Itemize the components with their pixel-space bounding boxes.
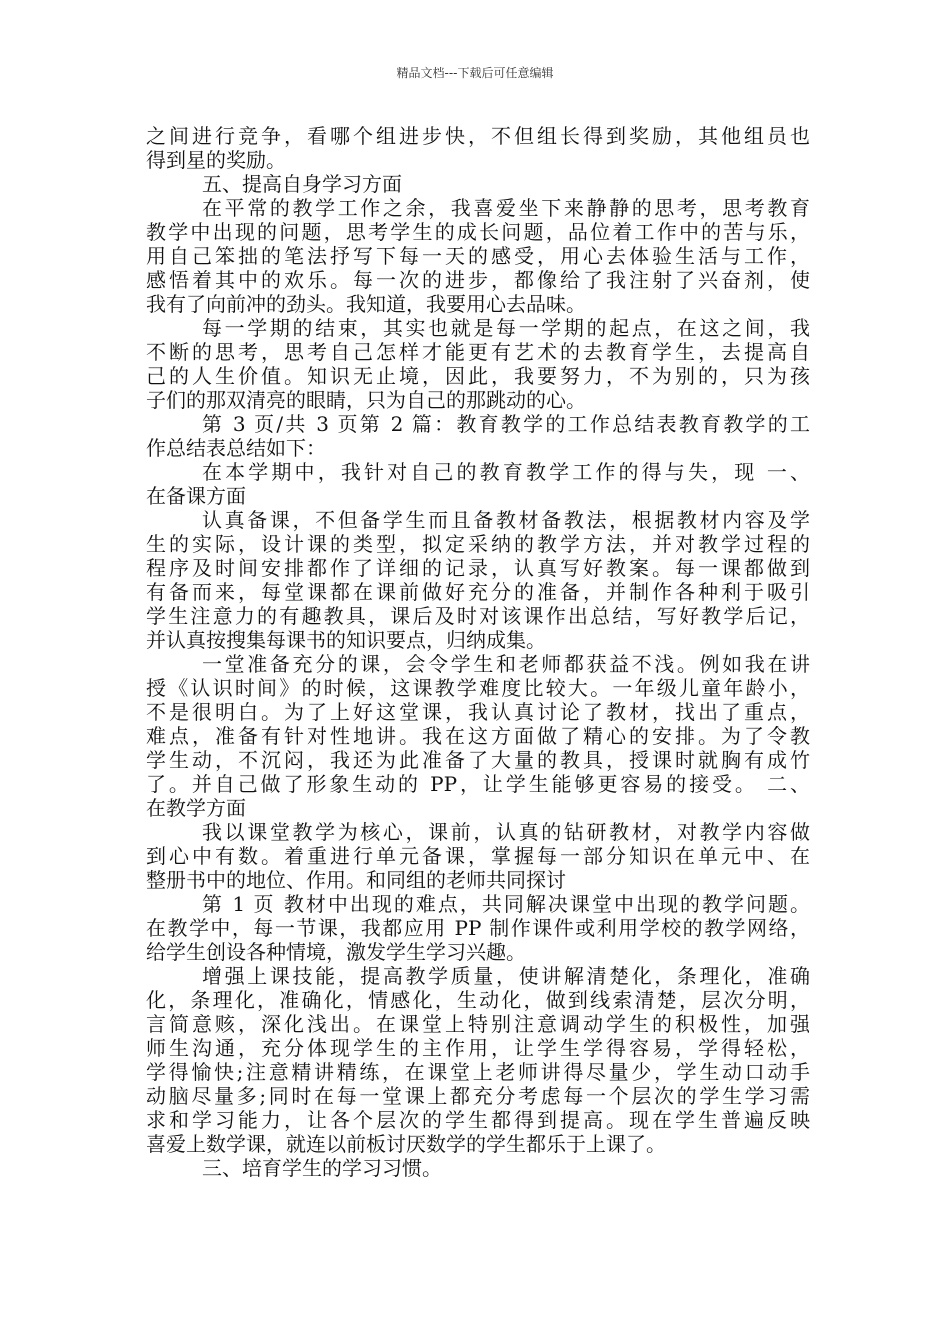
text-line: 化，条理化，准确化，情感化，生动化，做到线索清楚，层次分明， [146,988,810,1012]
text-line: 求和学习能力，让各个层次的学生都得到提高。现在学生普遍反映 [146,1108,810,1132]
text-line: 程序及时间安排都作了详细的记录，认真写好教案。每一课都做到 [146,556,810,580]
text-line: 不断的思考，思考自己怎样才能更有艺术的去教育学生，去提高自 [146,340,810,364]
text-line: 动脑尽量多;同时在每一堂课上都充分考虑每一个层次的学生学习需 [146,1084,810,1108]
text-line: 子们的那双清亮的眼睛，只为自己的那跳动的心。 [146,388,586,412]
text-line: 我以课堂教学为核心，课前，认真的钻研教材，对教学内容做 [202,820,810,844]
text-line: 师生沟通，充分体现学生的主作用，让学生学得容易，学得轻松， [146,1036,810,1060]
text-line: 生的实际，设计课的类型，拟定采纳的教学方法，并对教学过程的 [146,532,810,556]
text-line: 我有了向前冲的劲头。我知道，我要用心去品味。 [146,292,586,316]
text-line: 给学生创设各种情境，激发学生学习兴趣。 [146,940,526,964]
document-body [146,124,810,1180]
text-line: 第 3 页/共 3 页第 2 篇：教育教学的工作总结表教育教学的工 [202,412,810,436]
text-line: 整册书中的地位、作用。和同组的老师共同探讨 [146,868,566,892]
text-line: 在备课方面 [146,484,246,508]
text-line: 授《认识时间》的时候，这课教学难度比较大。一年级儿童年龄小， [146,676,810,700]
text-line: 喜爱上数学课，就连以前板讨厌数学的学生都乐于上课了。 [146,1132,666,1156]
text-line: 感悟着其中的欢乐。每一次的进步，都像给了我注射了兴奋剂，使 [146,268,810,292]
text-line: 增强上课技能，提高教学质量，使讲解清楚化，条理化，准确 [202,964,810,988]
text-line: 在教学方面 [146,796,246,820]
text-line: 有备而来，每堂课都在课前做好充分的准备，并制作各种利于吸引 [146,580,810,604]
text-line: 难点，准备有针对性地讲。我在这方面做了精心的安排。为了令教 [146,724,810,748]
text-line: 作总结表总结如下： [146,436,326,460]
text-line: 学生动，不沉闷，我还为此准备了大量的教具，授课时就胸有成竹 [146,748,810,772]
text-line: 之间进行竞争，看哪个组进步快，不但组长得到奖励，其他组员也 [146,124,810,148]
page-header: 精品文档---下载后可任意编辑 [396,66,554,80]
text-line: 每一学期的结束，其实也就是每一学期的起点，在这之间，我 [202,316,810,340]
text-line: 了。并自己做了形象生动的 PP，让学生能够更容易的接受。 二、 [146,772,810,796]
text-line: 己的人生价值。知识无止境，因此，我要努力，不为别的，只为孩 [146,364,810,388]
text-line: 学得愉快;注意精讲精练，在课堂上老师讲得尽量少，学生动口动手 [146,1060,810,1084]
text-line: 三、培育学生的学习习惯。 [202,1156,442,1180]
text-line: 在本学期中，我针对自己的教育教学工作的得与失，现 一、 [202,460,810,484]
text-line: 学生注意力的有趣教具，课后及时对该课作出总结，写好教学后记， [146,604,810,628]
text-line: 第 1 页 教材中出现的难点，共同解决课堂中出现的教学问题。 [202,892,810,916]
text-line: 在教学中，每一节课，我都应用 PP 制作课件或利用学校的教学网络， [146,916,810,940]
text-line: 用自己笨拙的笔法抒写下每一天的感受，用心去体验生活与工作， [146,244,810,268]
text-line: 言简意赅，深化浅出。在课堂上特别注意调动学生的积极性，加强 [146,1012,810,1036]
text-line: 教学中出现的问题，思考学生的成长问题，品位着工作中的苦与乐， [146,220,810,244]
text-line: 到心中有数。着重进行单元备课，掌握每一部分知识在单元中、在 [146,844,810,868]
text-line: 在平常的教学工作之余，我喜爱坐下来静静的思考，思考教育 [202,196,810,220]
text-line: 并认真按搜集每课书的知识要点，归纳成集。 [146,628,546,652]
text-line: 五、提高自身学习方面 [202,172,402,196]
text-line: 不是很明白。为了上好这堂课，我认真讨论了教材，找出了重点， [146,700,810,724]
text-line: 一堂准备充分的课，会令学生和老师都获益不浅。例如我在讲 [202,652,810,676]
text-line: 得到星的奖励。 [146,148,286,172]
text-line: 认真备课，不但备学生而且备教材备教法，根据教材内容及学 [202,508,810,532]
